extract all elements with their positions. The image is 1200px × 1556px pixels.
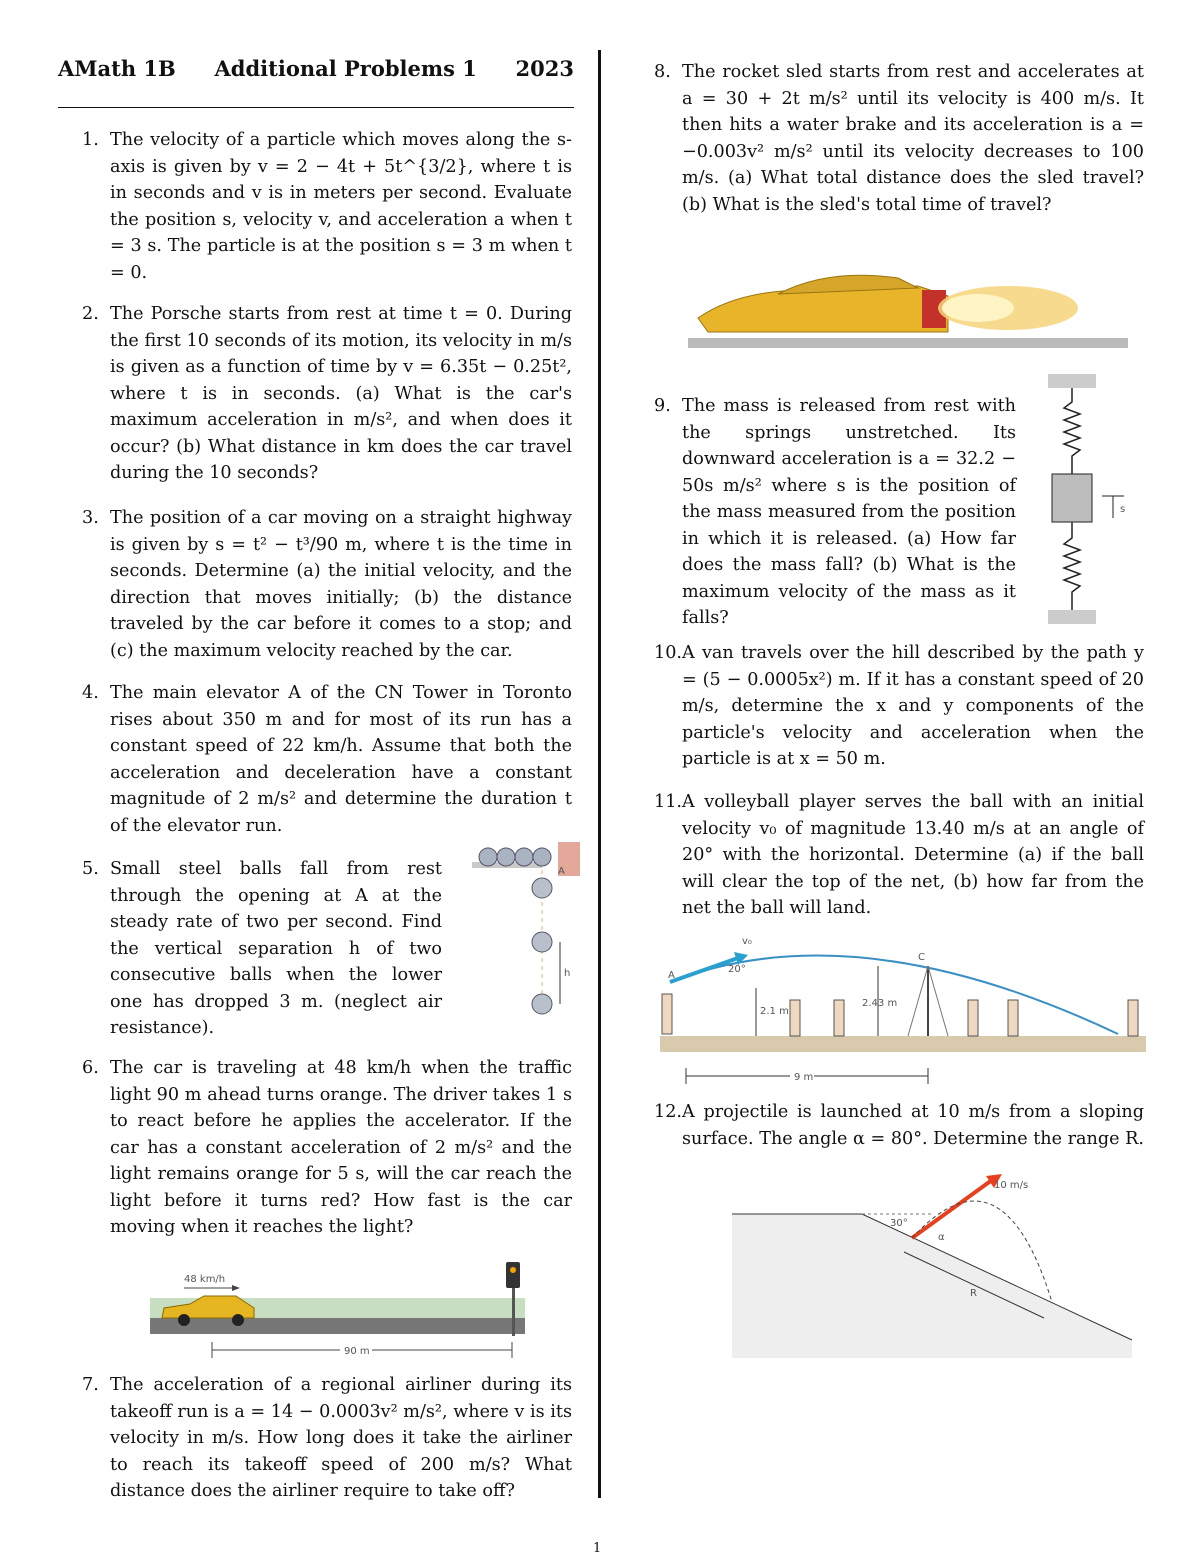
player-icon (662, 994, 672, 1034)
ball-icon (532, 932, 552, 952)
player-icon (790, 1000, 800, 1036)
ball-icon (533, 848, 551, 866)
wheel-icon (232, 1314, 244, 1326)
upper-spring-icon (1064, 388, 1080, 474)
left-column (58, 50, 574, 108)
header-rule (58, 107, 574, 108)
document-title: Additional Problems 1 (214, 56, 477, 81)
problem-text: The velocity of a particle which moves along the s-axis is given by v = 2 − 4t + 5t^{3/2}, where t is in seconds and v is in meters per second. Evaluate the position s, velocity v, and acceleration a when t = 3 s. The particle is at the position s = 3 m when t = 0. (110, 130, 572, 283)
problem-number: 5. (82, 859, 99, 879)
problem-text: The mass is released from rest with the springs unstretched. Its downward acceleration is a = 32.2 − 50s m/s² where s is the position of the mass measured from the position in which it is released. (a) How far does the mass fall? (b) What is the maximum velocity of the mass as it falls? (682, 396, 1016, 628)
label-a: A (558, 866, 565, 877)
ball-icon (497, 848, 515, 866)
problem-number: 1. (82, 130, 99, 150)
problem-number: 6. (82, 1058, 99, 1078)
ball-icon (479, 848, 497, 866)
label-s: s (1120, 504, 1126, 515)
speed-label: 10 m/s (994, 1180, 1029, 1191)
player-icon (1128, 1000, 1138, 1036)
problem-text: A van travels over the hill described by the path y = (5 − 0.0005x²) m. If it has a constant speed of 20 m/s, determine the x and y components of the particle's velocity and acceleration when the particle is at x = 50 m. (682, 643, 1144, 769)
label-c: C (918, 952, 925, 963)
problem-text: The position of a car moving on a straight highway is given by s = t² − t³/90 m, where t is the time in seconds. Determine (a) the initial velocity, and the direction that moves initially; (b) the distance traveled by the car before it comes to a stop; and (c) the maximum velocity reached by the car. (110, 508, 572, 661)
course-name: AMath 1B (58, 56, 176, 81)
ceiling-support (1048, 374, 1096, 388)
problem-text: The rocket sled starts from rest and accelerates at a = 30 + 2t m/s² until its velocity is 400 m/s. It then hits a water brake and its acceleration is a = −0.003v² m/s² until its velocity decreases to 100 m/s. (a) What total distance does the sled travel? (b) What is the sled's total time of travel? (682, 62, 1144, 215)
alpha-label: α (938, 1232, 945, 1243)
volleyball-figure (656, 930, 1146, 1090)
problem-number: 9. (654, 396, 671, 416)
problem-10 (654, 640, 1144, 773)
problem-7 (82, 1372, 572, 1505)
problem-text: The Porsche starts from rest at time t = 0. During the first 10 seconds of its motion, its velocity in m/s is given as a function of time by v = 6.35t − 0.25t², where t is in seconds. (a) What is the car's maximum acceleration in m/s², and when does it occur? (b) What distance in km does the car travel during the 10 seconds? (110, 304, 572, 483)
problem-number: 12. (654, 1102, 682, 1122)
problem-5 (82, 856, 442, 1042)
problem-9 (654, 393, 1016, 632)
floor-support (1048, 610, 1096, 624)
problem-2 (82, 301, 572, 487)
rail (688, 338, 1128, 348)
car-traffic-figure (150, 1258, 530, 1364)
problem-1 (82, 127, 572, 286)
problem-8 (654, 59, 1144, 218)
slope-projectile-figure (732, 1170, 1142, 1360)
arrowhead-icon (232, 1285, 240, 1291)
problem-number: 8. (654, 62, 671, 82)
ball-icon (532, 878, 552, 898)
launch-velocity-arrow (912, 1180, 992, 1238)
speed-label: 48 km/h (184, 1274, 226, 1285)
column-divider (598, 50, 601, 1498)
problem-number: 10. (654, 643, 682, 663)
year: 2023 (515, 56, 574, 81)
slope-angle-label: 30° (890, 1218, 908, 1229)
traffic-light-icon (506, 1262, 520, 1288)
rocket-sled-figure (678, 260, 1138, 360)
spring-mass-figure (1040, 372, 1140, 632)
ball-icon (532, 994, 552, 1014)
page-number: 1 (593, 1541, 602, 1556)
problem-number: 7. (82, 1375, 99, 1395)
problem-text: A projectile is launched at 10 m/s from a sloping surface. The angle α = 80°. Determine the range R. (682, 1102, 1144, 1149)
player-icon (834, 1000, 844, 1036)
road (150, 1318, 525, 1334)
distance-label: 9 m (794, 1072, 814, 1083)
exhaust-core (942, 294, 1014, 322)
ball-icon (515, 848, 533, 866)
problem-text: The car is traveling at 48 km/h when the traffic light 90 m ahead turns orange. The driver takes 1 s to react before he applies the accelerator. If the car has a constant acceleration of 2 m/s² and the light remains orange for 5 s, will the car reach the light before it turns red? How fast is the car moving when it reaches the light? (110, 1058, 572, 1237)
angle-label: 20° (728, 964, 746, 975)
mass-block (1052, 474, 1092, 522)
problem-number: 4. (82, 683, 99, 703)
problem-text: Small steel balls fall from rest through the opening at A at the steady rate of two per second. Find the vertical separation h of two consecutive balls when the lower one has dropped 3 m. (neglect air resistance). (110, 859, 442, 1038)
slope-surface (732, 1214, 1132, 1358)
problem-text: A volleyball player serves the ball with an initial velocity v₀ of magnitude 13.40 m/s at an angle of 20° with the horizontal. Determine (a) if the ball will clear the top of the net, (b) how far from the net the ball will land. (682, 792, 1144, 918)
problem-11 (654, 789, 1144, 922)
player-figures (662, 994, 1138, 1036)
net-height-label: 2.43 m (862, 998, 898, 1009)
label-h: h (564, 968, 571, 979)
orange-light-icon (510, 1267, 516, 1273)
sled-icon (698, 286, 948, 332)
distance-label: 90 m (344, 1346, 370, 1357)
v0-label: v₀ (742, 936, 752, 947)
problem-text: The main elevator A of the CN Tower in Toronto rises about 350 m and for most of its run has a constant speed of 22 km/h. Assume that both the acceleration and deceleration have a constant magnitude of 2 m/s² and determine the duration t of the elevator run. (110, 683, 572, 836)
problem-6 (82, 1055, 572, 1241)
net-guy (928, 966, 948, 1036)
page-header (58, 50, 574, 81)
wheel-icon (178, 1314, 190, 1326)
problem-number: 3. (82, 508, 99, 528)
steel-balls-figure (468, 842, 584, 1028)
player-height-label: 2.1 m (760, 1006, 789, 1017)
problem-3 (82, 505, 572, 664)
problem-4 (82, 680, 572, 839)
net-guy (908, 966, 928, 1036)
problem-text: The acceleration of a regional airliner during its takeoff run is a = 14 − 0.0003v² m/s², where v is its velocity in m/s. How long does it take the airliner to reach its takeoff speed of 200 m/s? What distance does the airliner require to take off? (110, 1375, 572, 1501)
problem-number: 2. (82, 304, 99, 324)
player-icon (968, 1000, 978, 1036)
lower-spring-icon (1064, 522, 1080, 610)
range-label: R (970, 1288, 977, 1299)
problem-12 (654, 1099, 1144, 1152)
label-a: A (668, 970, 675, 981)
problem-number: 11. (654, 792, 682, 812)
ground (660, 1036, 1146, 1052)
player-icon (1008, 1000, 1018, 1036)
